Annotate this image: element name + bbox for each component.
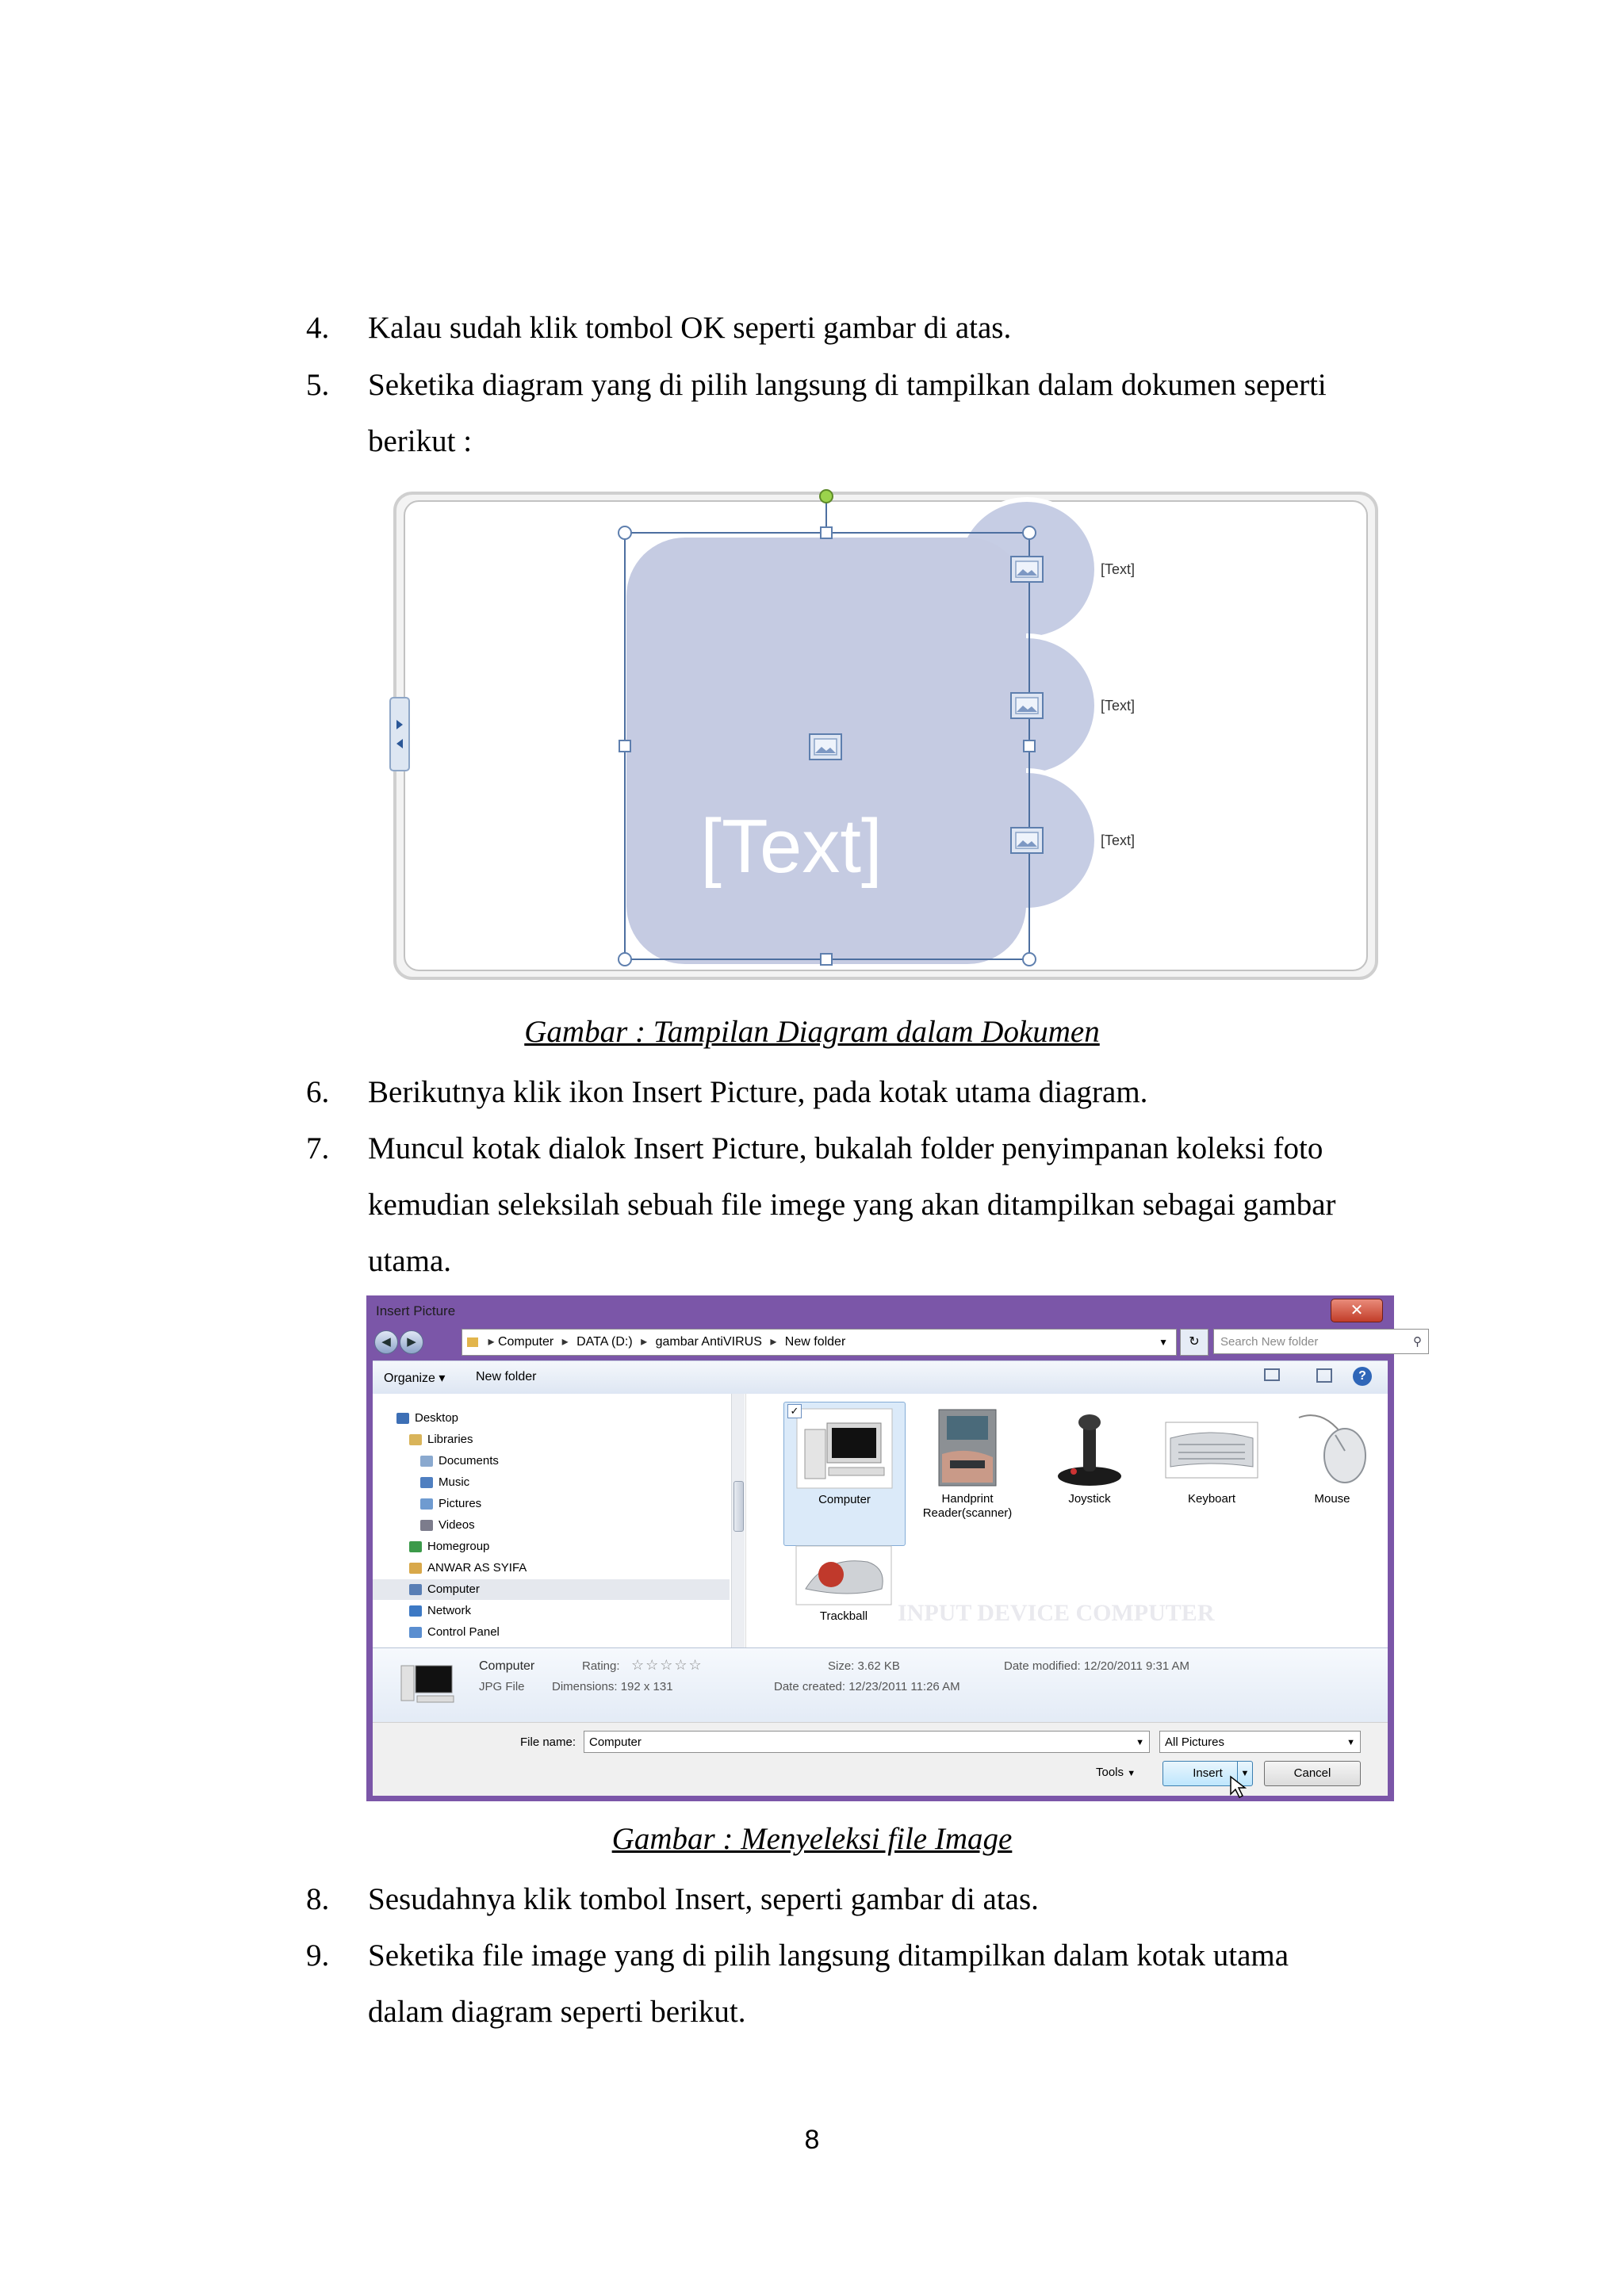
navigation-tree — [373, 1394, 746, 1647]
search-placeholder: Search New folder — [1220, 1335, 1319, 1349]
file-name-value: Computer — [589, 1735, 642, 1749]
documents-icon — [420, 1456, 433, 1467]
back-button[interactable]: ◀ — [374, 1330, 398, 1354]
tree-item-computer[interactable]: Computer — [373, 1579, 730, 1600]
chevron-down-icon[interactable]: ▼ — [1159, 1337, 1168, 1348]
file-name-input[interactable] — [584, 1731, 1150, 1753]
details-pane — [373, 1647, 1388, 1723]
tree-item-homegroup[interactable]: Homegroup — [409, 1536, 489, 1557]
pictures-icon — [420, 1498, 433, 1510]
mouse-cursor-icon — [1229, 1775, 1247, 1799]
list-number: 7. — [306, 1131, 330, 1165]
figure-caption: Gambar : Menyeleksi file Image — [611, 1822, 1013, 1856]
chevron-down-icon[interactable]: ▼ — [1346, 1738, 1355, 1747]
detail-rating-label: Rating: — [582, 1659, 620, 1673]
breadcrumb-item[interactable]: gambar AntiVIRUS — [655, 1335, 762, 1349]
chevron-down-icon[interactable]: ▼ — [1237, 1762, 1252, 1785]
dialog-footer — [373, 1722, 1388, 1796]
detail-name: Computer — [479, 1659, 535, 1673]
scroll-thumb[interactable] — [733, 1481, 744, 1532]
list-text-line: Muncul kotak dialok Insert Picture, bukalah folder penyimpanan koleksi foto — [368, 1131, 1323, 1165]
file-item-mouse[interactable] — [1272, 1402, 1392, 1544]
file-item-handprint[interactable] — [907, 1402, 1028, 1544]
file-name: Mouse — [1314, 1492, 1350, 1506]
trackball-thumbnail — [795, 1544, 893, 1606]
list-text-line: Seketika file image yang di pilih langsung ditampilkan dalam kotak utama — [368, 1938, 1289, 1973]
file-item-joystick[interactable] — [1029, 1402, 1150, 1544]
list-number: 6. — [306, 1075, 330, 1109]
preview-pane-icon[interactable] — [1316, 1368, 1332, 1383]
diagram-figure — [392, 490, 1380, 982]
tree-scrollbar[interactable] — [731, 1394, 745, 1647]
file-name: Handprint Reader(scanner) — [922, 1492, 1013, 1520]
insert-picture-dialog — [366, 1295, 1422, 1801]
picture-placeholder-icon — [1011, 828, 1043, 853]
file-type-value: All Pictures — [1165, 1735, 1225, 1749]
circle-text: [Text] — [1101, 561, 1136, 577]
joystick-thumbnail — [1040, 1406, 1139, 1489]
rotate-handle — [820, 490, 833, 503]
file-name: Computer — [818, 1493, 871, 1506]
detail-type: JPG File — [479, 1680, 525, 1693]
smartart-diagram — [392, 490, 1380, 982]
list-text-line: utama. — [368, 1244, 452, 1278]
file-name: Joystick — [1068, 1492, 1111, 1506]
rating-stars[interactable]: ☆☆☆☆☆ — [631, 1657, 703, 1673]
command-bar — [373, 1360, 1388, 1395]
breadcrumb-item[interactable]: New folder — [784, 1335, 846, 1349]
file-item-trackball[interactable] — [783, 1540, 904, 1635]
organize-button[interactable]: Organize ▾ — [384, 1372, 446, 1385]
computer-thumbnail — [795, 1407, 894, 1490]
tree-item-videos[interactable]: Videos — [420, 1515, 475, 1536]
address-bar[interactable]: ▸ Computer ▸ DATA (D:) ▸ gambar AntiVIRUS ▸ New folder ▼ — [462, 1329, 1177, 1356]
tree-item-user[interactable]: ANWAR AS SYIFA — [409, 1558, 527, 1578]
computer-preview-icon — [400, 1663, 455, 1707]
page-number: 8 — [804, 2125, 820, 2155]
tree-item-music[interactable]: Music — [420, 1472, 469, 1493]
search-icon: ⚲ — [1413, 1335, 1422, 1349]
folder-icon — [467, 1337, 478, 1347]
tree-item-libraries[interactable]: Libraries — [409, 1429, 473, 1450]
file-item-computer[interactable] — [783, 1402, 906, 1546]
list-text-line: kemudian seleksilah sebuah file imege yang akan ditampilkan sebagai gambar — [368, 1188, 1336, 1222]
list-text-line: dalam diagram seperti berikut. — [368, 1995, 746, 2029]
libraries-icon — [409, 1434, 422, 1445]
browser-panes — [373, 1394, 1388, 1647]
control-panel-icon — [409, 1627, 422, 1638]
file-item-keyboard[interactable] — [1151, 1402, 1272, 1544]
list-number: 8. — [306, 1882, 330, 1916]
detail-date-modified: Date modified: 12/20/2011 9:31 AM — [1004, 1659, 1190, 1673]
handprint-reader-thumbnail — [918, 1406, 1017, 1489]
list-text: Sesudahnya klik tombol Insert, seperti gambar di atas. — [368, 1882, 1039, 1916]
user-folder-icon — [409, 1563, 422, 1574]
desktop-icon — [396, 1413, 409, 1424]
tree-item-control-panel[interactable]: Control Panel — [409, 1622, 500, 1643]
computer-icon — [409, 1584, 422, 1595]
detail-size: Size: 3.62 KB — [828, 1659, 900, 1673]
checkbox[interactable]: ✓ — [787, 1404, 802, 1418]
insert-button[interactable]: Insert ▼ — [1162, 1761, 1253, 1786]
music-icon — [420, 1477, 433, 1488]
dialog-title: Insert Picture — [376, 1303, 456, 1318]
main-shape-text: [Text] — [700, 804, 883, 889]
tree-item-network[interactable]: Network — [409, 1601, 471, 1621]
insert-picture-icon — [810, 734, 841, 760]
network-icon — [409, 1605, 422, 1617]
tree-item-desktop[interactable]: Desktop — [396, 1408, 458, 1429]
detail-dimensions: Dimensions: 192 x 131 — [552, 1680, 673, 1693]
picture-placeholder-icon — [1011, 557, 1043, 582]
file-type-select[interactable] — [1159, 1731, 1361, 1753]
list-text: Berikutnya klik ikon Insert Picture, pada kotak utama diagram. — [368, 1075, 1148, 1109]
list-number: 9. — [306, 1938, 330, 1973]
close-button[interactable]: ✕ — [1331, 1299, 1383, 1322]
cancel-button[interactable]: Cancel — [1264, 1761, 1361, 1786]
circle-text: [Text] — [1101, 832, 1136, 848]
file-name-label: File name: — [520, 1735, 576, 1749]
mouse-thumbnail — [1283, 1406, 1381, 1489]
file-list — [747, 1394, 1388, 1647]
list-text-line: Seketika diagram yang di pilih langsung di tampilkan dalam dokumen seperti — [368, 368, 1327, 402]
new-folder-button[interactable]: New folder — [476, 1370, 537, 1383]
tree-item-pictures[interactable]: Pictures — [420, 1494, 481, 1514]
keyboard-thumbnail — [1162, 1406, 1261, 1489]
address-row — [373, 1329, 1422, 1356]
circle-text: [Text] — [1101, 698, 1136, 714]
list-number: 4. — [306, 311, 330, 345]
tree-item-documents[interactable]: Documents — [420, 1451, 499, 1471]
picture-placeholder-icon — [1011, 693, 1043, 718]
background-watermark: INPUT DEVICE COMPUTER — [898, 1600, 1215, 1626]
file-name: Keyboart — [1187, 1492, 1236, 1506]
detail-date-created: Date created: 12/23/2011 11:26 AM — [774, 1680, 960, 1693]
list-number: 5. — [306, 368, 330, 402]
chevron-down-icon[interactable]: ▼ — [1136, 1738, 1144, 1747]
breadcrumb-item[interactable]: Computer — [497, 1335, 554, 1349]
view-options-icon[interactable] — [1264, 1368, 1280, 1381]
search-input[interactable] — [1213, 1329, 1429, 1354]
text-pane-toggle — [390, 698, 409, 771]
help-icon[interactable]: ? — [1353, 1367, 1372, 1386]
figure-caption: Gambar : Tampilan Diagram dalam Dokumen — [524, 1015, 1100, 1049]
tools-menu[interactable]: Tools ▼ — [1096, 1766, 1136, 1779]
list-text-line: berikut : — [368, 424, 473, 458]
forward-button[interactable]: ▶ — [400, 1330, 423, 1354]
breadcrumb-item[interactable]: DATA (D:) — [576, 1335, 633, 1349]
videos-icon — [420, 1520, 433, 1531]
list-text: Kalau sudah klik tombol OK seperti gambar di atas. — [368, 311, 1012, 345]
homegroup-icon — [409, 1541, 422, 1552]
refresh-button[interactable]: ↻ — [1180, 1329, 1208, 1356]
file-name: Trackball — [819, 1609, 868, 1623]
